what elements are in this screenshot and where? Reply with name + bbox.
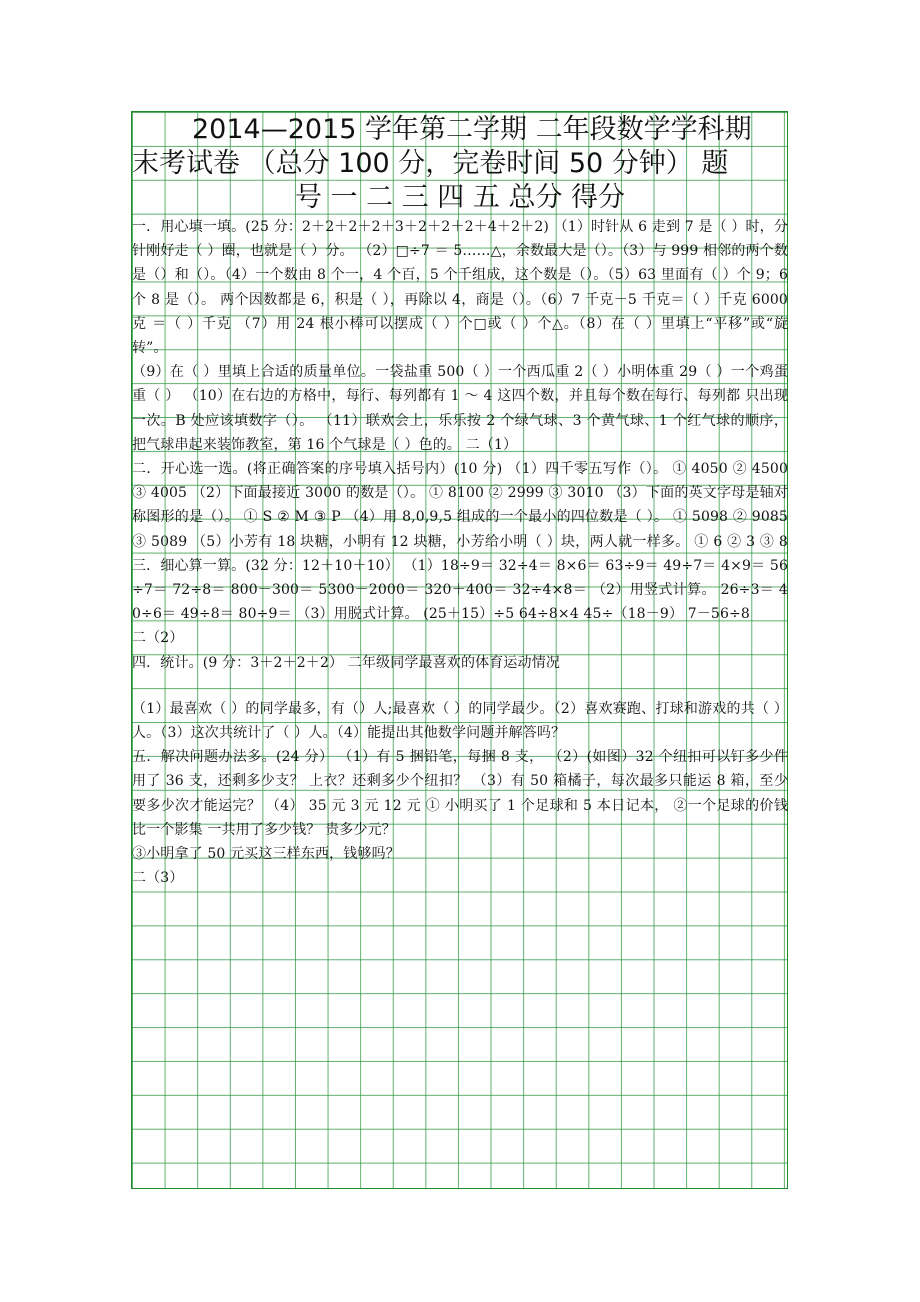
section-1-fill-blanks-cont: （9）在（ ）里填上合适的质量单位。一袋盐重 500（ ）一个西瓜重 2（ ）小明体重 29（ ）一个鸡蛋重（ ） （10）在右边的方格中，每行、每列都有 1 ～ 4 这四个数，并且每个数在每行、每列都 只出现一次。B 处应该填数字（）。 （11）联欢会上，乐乐按 2 个绿气球、3 个黄气球、1 个红气球的顺序，把气球串起来装饰教室，第 16 个气球是（ ）色的。 二（1） (132, 364, 788, 453)
section-1-fill-blanks: 一．用心填一填。(25 分：2＋2＋2＋2＋3＋2＋2＋2＋4＋2＋2) （1）时针从 6 走到 7 是（ ）时，分针刚好走（ ）圈，也就是（ ）分。 （2）□÷7 ＝ 5……△，余数最大是（）。（3）与 999 相邻的两个数是（）和（）。（4）一个数由 8 个一，4 个百，5 个千组成，这个数是（）。（5）63 里面有（ ）个 9；6 个 8 是（）。 两个因数都是 6，积是（ ），再除以 4，商是（）。（6）7 千克－5 千克＝（ ）千克 6000 克 ＝（ ）千克 （7）用 24 根小棒可以摆成（ ）个□或（ ）个△。（8）在（ ）里填上“平移”或“旋转”。 (132, 219, 788, 357)
section-2-2-label: 二（2） (132, 630, 184, 647)
exam-title-line-1: 2014—2015 学年第二学期 二年段数学学科期 (192, 114, 752, 145)
section-4-statistics: 四．统计。(9 分：3＋2＋2＋2） 二年级同学最喜欢的体育运动情况 (132, 654, 560, 671)
section-4-questions: （1）最喜欢（ ）的同学最多，有（）人;最喜欢（ ）的同学最少。（2）喜欢赛跑、打球和游戏的共（ ）人。（3）这次共统计了（ ）人。（4）能提出其他数学问题并解答吗？ (132, 700, 788, 742)
section-5-question-3: ③小明拿了 50 元买这三样东西，钱够吗？ (132, 846, 400, 863)
section-5-problems: 五．解决问题办法多。(24 分） （1）有 5 捆铅笔，每捆 8 支， （2）(如图）32 个纽扣可以钉多少件 用了 36 支，还剩多少支？ 上衣？还剩多少个纽扣？ （3）有 50 箱橘子，每次最多只能运 8 箱，至少要多少次才能运完？ （4） 35 元 3 元 12 元 ① 小明买了 1 个足球和 5 本日记本， ②一个足球的价钱比一个影集 一共用了多少钱？ 贵多少元？ (132, 749, 788, 838)
exam-title-line-3: 号 一 二 三 四 五 总分 得分 (294, 182, 626, 213)
chart-space (132, 675, 788, 697)
section-2-3-label: 二（3） (132, 870, 184, 887)
exam-title-line-2: 末考试卷 （总分 100 分，完卷时间 50 分钟） 题 (132, 148, 729, 179)
exam-content (132, 113, 788, 890)
section-2-3-choice-calc: 二．开心选一选。(将正确答案的序号填入括号内）(10 分) （1）四千零五写作（）。 ① 4050 ② 4500 ③ 4005 （2）下面最接近 3000 的数是（）。 ① 8100 ② 2999 ③ 3010 （3）下面的英文字母是轴对称图形的是（）。 ① S ② M ③ P （4）用 8,0,9,5 组成的一个最小的四位数是（ ）。 ① 5098 ② 9085 ③ 5089 （5）小芳有 18 块糖，小明有 12 块糖，小芳给小明（ ）块，两人就一样多。 ① 6 ② 3 ③ 8 三．细心算一算。(32 分：12＋10＋10） （1）18÷9＝ 32÷4＝ 8×6＝ 63÷9＝ 49÷7＝ 4×9＝ 56÷7＝ 72÷8＝ 800－300＝ 5300－2000＝ 320＋400＝ 32÷4×8＝ （2）用竖式计算。 26÷3＝ 40÷6＝ 49÷8＝ 80÷9＝ （3）用脱式计算。 (25＋15）÷5 64÷8×4 45÷（18－9） 7－56÷8 (132, 461, 788, 623)
